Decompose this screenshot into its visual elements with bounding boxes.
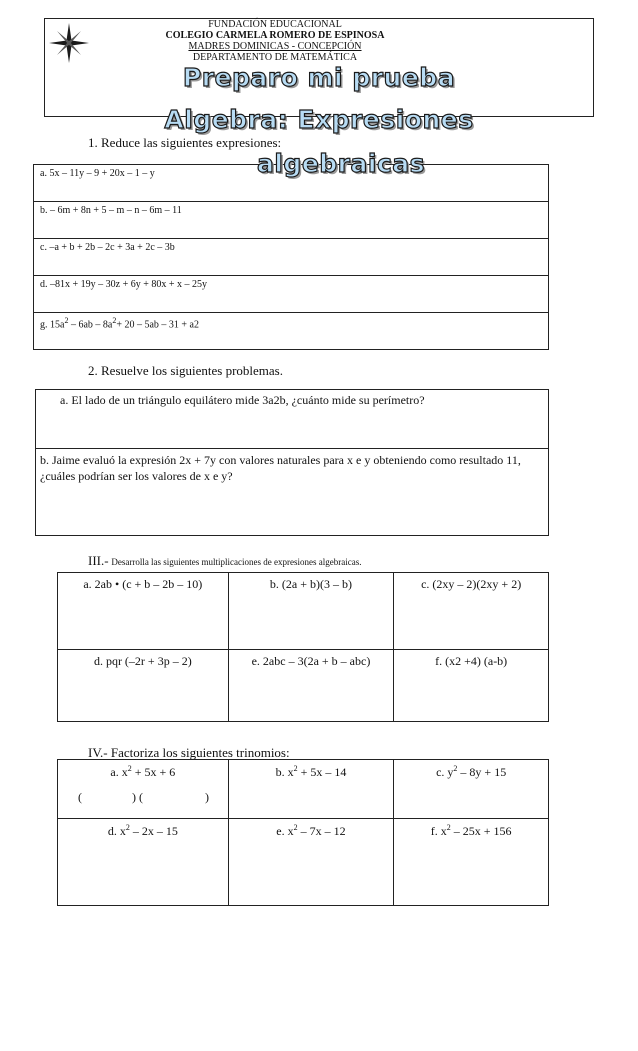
multiplication-cell: e. 2abc – 3(2a + b – abc) — [228, 650, 394, 722]
problem-a: a. El lado de un triángulo equilátero mide 3a2b, ¿cuánto mide su perímetro? — [36, 390, 549, 449]
factorization-cell: a. $x^2 + 5x + 6$ ( ) ( ) — [58, 760, 229, 819]
multiplication-cell: d. pqr (–2r + 3p – 2) — [58, 650, 229, 722]
section1-table — [33, 164, 549, 350]
section4-heading: IV.- Factoriza los siguientes trinomios: — [88, 745, 290, 760]
problem-b: b. Jaime evaluó la expresión 2x + 7y con valores naturales para x e y obteniendo como resultado 11, ¿cuáles podrían ser los valores de x e y? — [36, 449, 549, 536]
section1-heading: 1. Reduce las siguientes expresiones: — [88, 135, 282, 150]
expression-row: g. $15a^2 - 6ab - 8a^2+ 20 - 5ab - 31 + a2$ — [34, 313, 549, 350]
factorization-cell: e. $x^2 - 7x - 12$ — [228, 819, 394, 906]
section3-grid — [57, 572, 549, 722]
factorization-cell: d. $x^2 - 2x - 15$ — [58, 819, 229, 906]
section2-heading: 2. Resuelve los siguientes problemas. — [88, 363, 283, 378]
multiplication-cell: a. 2ab • (c + b – 2b – 10) — [58, 573, 229, 650]
factorization-cell: b. $x^2 + 5x - 14$ — [228, 760, 394, 819]
header-foundation: FUNDACIÓN EDUCACIONAL — [208, 19, 342, 30]
section4-grid — [57, 759, 549, 906]
title-line-2: Algebra: Expresiones — [164, 105, 474, 134]
multiplication-cell: f. (x2 +4) (a-b) — [394, 650, 549, 722]
factorization-cell: c. $y^2 - 8y + 15$ — [394, 760, 549, 819]
header-school: COLEGIO CARMELA ROMERO DE ESPINOSA — [165, 30, 385, 41]
multiplication-cell: b. (2a + b)(3 – b) — [228, 573, 394, 650]
multiplication-cell: c. (2xy – 2)(2xy + 2) — [394, 573, 549, 650]
expression-row: c. –a + b + 2b – 2c + 3a + 2c – 3b — [34, 239, 549, 276]
factorization-cell: f. $x^2 - 25x + 156$ — [394, 819, 549, 906]
expression-row: d. –81x + 19y – 30z + 6y + 80x + x – 25y — [34, 276, 549, 313]
answer-parentheses: ( ) ( ) — [78, 790, 209, 804]
expression-row: b. – 6m + 8n + 5 – m – n – 6m – 11 — [34, 202, 549, 239]
section3-heading: III.- Desarrolla las siguientes multiplicaciones de expresiones algebraicas. — [88, 553, 362, 568]
title-line-3: algebraicas — [256, 149, 426, 178]
header-department: DEPARTAMENTO DE MATEMÁTICA — [192, 52, 358, 63]
header-congregation: MADRES DOMINICAS - CONCEPCIÓN — [188, 41, 362, 52]
expression-row: a. 5x – 11y – 9 + 20x – 1 – y — [34, 165, 549, 202]
section2-table — [35, 389, 549, 536]
title-line-1: Preparo mi prueba — [182, 63, 456, 92]
